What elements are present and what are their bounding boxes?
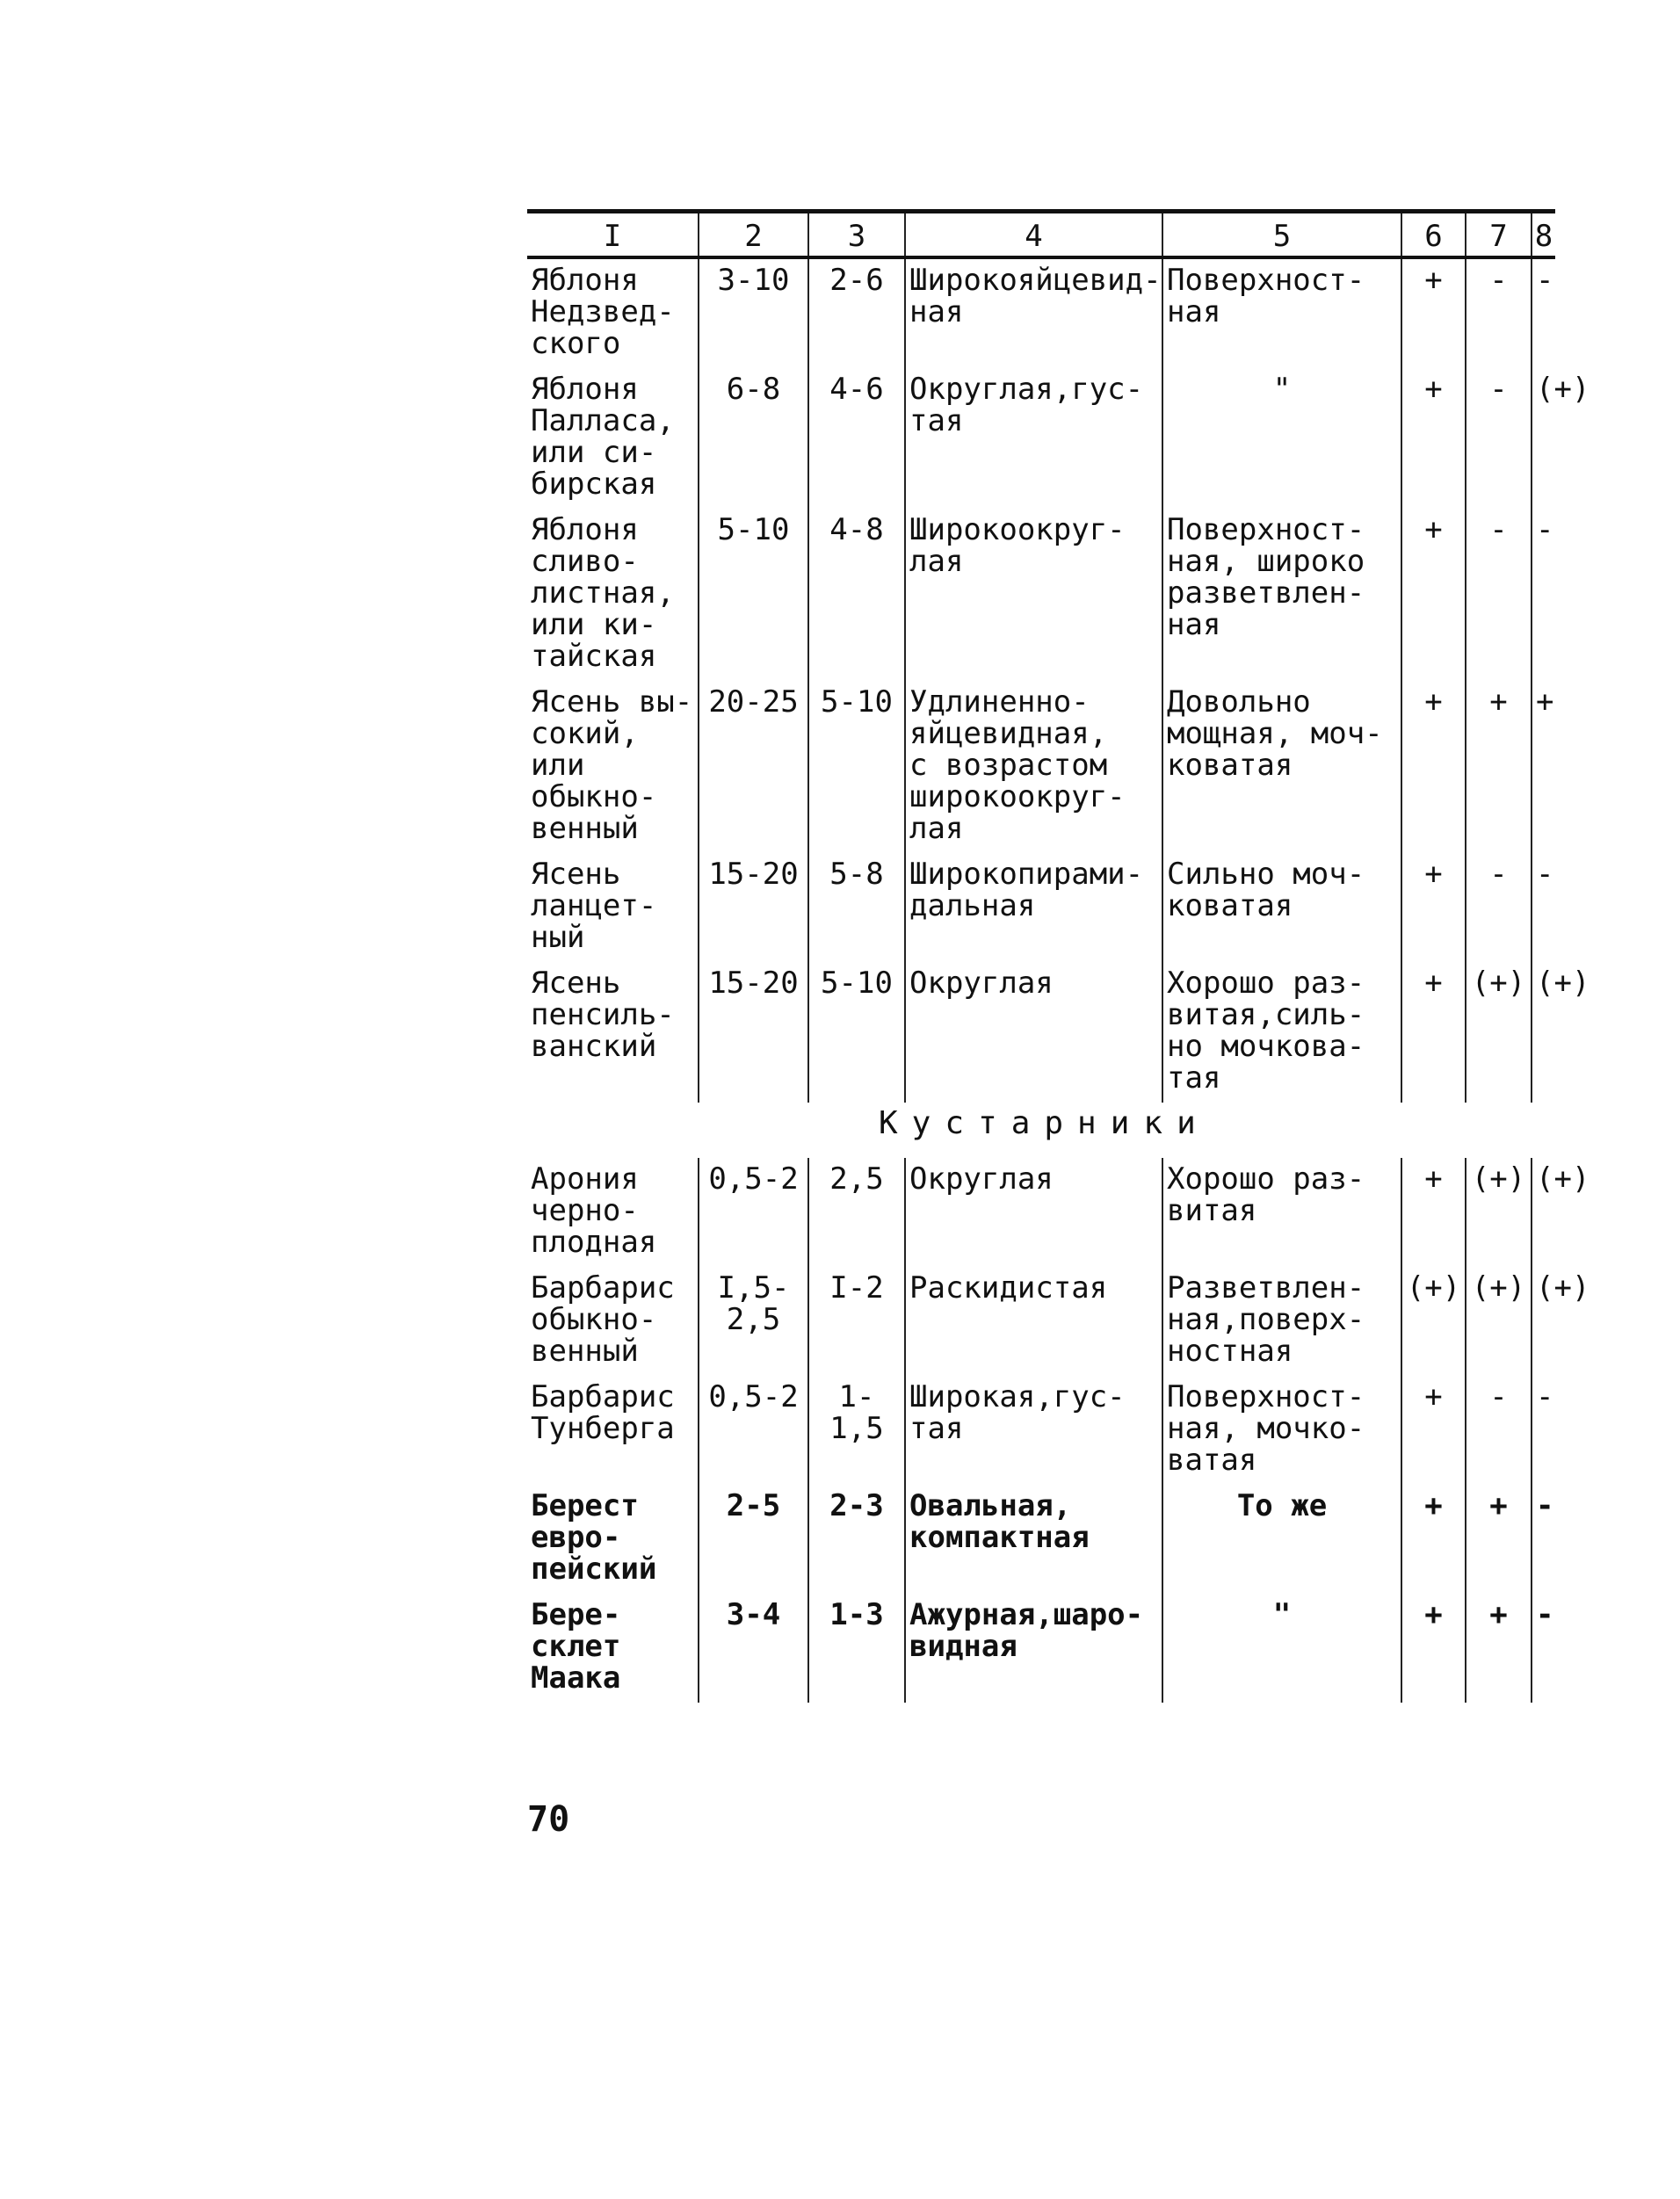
trees-table — [527, 209, 1590, 1103]
species-name: Яблоня Палласа, или си- бирская — [531, 372, 675, 502]
table-row — [527, 257, 1555, 368]
column-8-cell: (+) — [1532, 368, 1555, 509]
column-8-cell: - — [1532, 509, 1555, 681]
column-7-cell: - — [1466, 257, 1532, 368]
species-name: Арония черно- плодная — [531, 1161, 657, 1260]
height-cell: 15-20 — [699, 853, 808, 962]
root-system-cell: То же — [1162, 1485, 1401, 1594]
column-header-3: 3 — [808, 212, 905, 258]
column-header-8: 8 — [1532, 212, 1555, 258]
crown-diameter-cell: 5-10 — [808, 681, 905, 853]
crown-diameter-cell: 2,5 — [808, 1158, 905, 1267]
column-7-cell: (+) — [1466, 1267, 1532, 1376]
root-system-cell: Хорошо раз- витая — [1162, 1158, 1401, 1267]
column-6-cell: + — [1401, 1594, 1466, 1703]
crown-diameter-cell: 5-8 — [808, 853, 905, 962]
table-row — [527, 1376, 1555, 1485]
table-row — [527, 962, 1555, 1103]
crown-diameter-cell: 4-6 — [808, 368, 905, 509]
crown-shape-cell: Широкая,гус- тая — [905, 1376, 1162, 1485]
root-system-cell: " — [1162, 1594, 1401, 1703]
column-8-cell: - — [1532, 1485, 1555, 1594]
crown-shape-cell: Ажурная,шаро- видная — [905, 1594, 1162, 1703]
root-system-cell: Разветвлен- ная,поверх- ностная — [1162, 1267, 1401, 1376]
species-name: Барбарис Тунберга — [531, 1379, 675, 1446]
column-8-cell: + — [1532, 681, 1555, 853]
column-header-4: 4 — [905, 212, 1162, 258]
height-cell: 0,5-2 — [699, 1158, 808, 1267]
root-system-cell: " — [1162, 368, 1401, 509]
column-6-cell: + — [1401, 257, 1466, 368]
column-6-cell: + — [1401, 1158, 1466, 1267]
table-row — [527, 681, 1555, 853]
species-name: Барбарис обыкно- венный — [531, 1270, 675, 1369]
table-header-row — [527, 212, 1555, 258]
column-header-6: 6 — [1401, 212, 1466, 258]
column-7-cell: + — [1466, 1594, 1532, 1703]
column-6-cell: + — [1401, 962, 1466, 1103]
column-header-2: 2 — [699, 212, 808, 258]
column-8-cell: - — [1532, 1594, 1555, 1703]
height-cell: I,5-2,5 — [699, 1267, 808, 1376]
column-6-cell: (+) — [1401, 1267, 1466, 1376]
height-cell: 0,5-2 — [699, 1376, 808, 1485]
table-row — [527, 853, 1555, 962]
column-8-cell: (+) — [1532, 1267, 1555, 1376]
table-row — [527, 1594, 1555, 1703]
column-7-cell: (+) — [1466, 1158, 1532, 1267]
shrubs-table-block — [527, 1158, 1590, 1703]
root-system-cell: Сильно моч- коватая — [1162, 853, 1401, 962]
column-6-cell: + — [1401, 368, 1466, 509]
column-7-cell: + — [1466, 681, 1532, 853]
column-8-cell: (+) — [1532, 1158, 1555, 1267]
crown-diameter-cell: I-2 — [808, 1267, 905, 1376]
species-name: Яблоня сливо- листная, или ки- тайская — [531, 512, 675, 674]
trees-table-block — [527, 209, 1590, 1103]
column-8-cell: - — [1532, 1376, 1555, 1485]
crown-shape-cell: Округлая,гус- тая — [905, 368, 1162, 509]
species-name: Бере- склет Маака — [531, 1597, 621, 1696]
column-8-cell: - — [1532, 257, 1555, 368]
crown-diameter-cell: 1-3 — [808, 1594, 905, 1703]
species-name: Ясень пенсиль- ванский — [531, 966, 675, 1064]
table-row — [527, 368, 1555, 509]
crown-shape-cell: Широкоокруг- лая — [905, 509, 1162, 681]
column-6-cell: + — [1401, 1485, 1466, 1594]
column-7-cell: - — [1466, 1376, 1532, 1485]
column-8-cell: - — [1532, 853, 1555, 962]
root-system-cell: Поверхност- ная, мочко- ватая — [1162, 1376, 1401, 1485]
column-8-cell: (+) — [1532, 962, 1555, 1103]
height-cell: 15-20 — [699, 962, 808, 1103]
page-number: 70 — [527, 1799, 570, 1840]
species-name: Ясень вы- сокий, или обыкно- венный — [531, 684, 693, 846]
column-6-cell: + — [1401, 681, 1466, 853]
column-7-cell: + — [1466, 1485, 1532, 1594]
column-header-1: I — [527, 212, 699, 258]
column-6-cell: + — [1401, 1376, 1466, 1485]
section-title-shrubs: Кустарники — [879, 1105, 1210, 1141]
column-6-cell: + — [1401, 853, 1466, 962]
height-cell: 3-4 — [699, 1594, 808, 1703]
crown-diameter-cell: 4-8 — [808, 509, 905, 681]
crown-diameter-cell: 5-10 — [808, 962, 905, 1103]
table-row — [527, 509, 1555, 681]
species-name: Берест евро- пейский — [531, 1488, 657, 1587]
crown-diameter-cell: 1-1,5 — [808, 1376, 905, 1485]
column-6-cell: + — [1401, 509, 1466, 681]
root-system-cell: Хорошо раз- витая,силь- но мочкова- тая — [1162, 962, 1401, 1103]
table-row — [527, 1485, 1555, 1594]
root-system-cell: Поверхност- ная — [1162, 257, 1401, 368]
table-row — [527, 1267, 1555, 1376]
column-header-7: 7 — [1466, 212, 1532, 258]
column-7-cell: - — [1466, 509, 1532, 681]
height-cell: 5-10 — [699, 509, 808, 681]
crown-shape-cell: Удлиненно- яйцевидная, с возрастом широкоокруг- лая — [905, 681, 1162, 853]
crown-shape-cell: Округлая — [905, 962, 1162, 1103]
crown-shape-cell: Округлая — [905, 1158, 1162, 1267]
height-cell: 3-10 — [699, 257, 808, 368]
species-name: Ясень ланцет- ный — [531, 857, 657, 955]
table-row — [527, 1158, 1555, 1267]
root-system-cell: Довольно мощная, моч- коватая — [1162, 681, 1401, 853]
root-system-cell: Поверхност- ная, широко разветвлен- ная — [1162, 509, 1401, 681]
column-7-cell: - — [1466, 368, 1532, 509]
species-name: Яблоня Недзвед- ского — [531, 263, 675, 361]
crown-shape-cell: Широкопирами- дальная — [905, 853, 1162, 962]
crown-shape-cell: Овальная, компактная — [905, 1485, 1162, 1594]
column-7-cell: - — [1466, 853, 1532, 962]
height-cell: 20-25 — [699, 681, 808, 853]
crown-diameter-cell: 2-3 — [808, 1485, 905, 1594]
shrubs-table — [527, 1158, 1590, 1703]
height-cell: 6-8 — [699, 368, 808, 509]
column-header-5: 5 — [1162, 212, 1401, 258]
crown-shape-cell: Широкояйцевид- ная — [905, 257, 1162, 368]
column-7-cell: (+) — [1466, 962, 1532, 1103]
crown-diameter-cell: 2-6 — [808, 257, 905, 368]
crown-shape-cell: Раскидистая — [905, 1267, 1162, 1376]
height-cell: 2-5 — [699, 1485, 808, 1594]
